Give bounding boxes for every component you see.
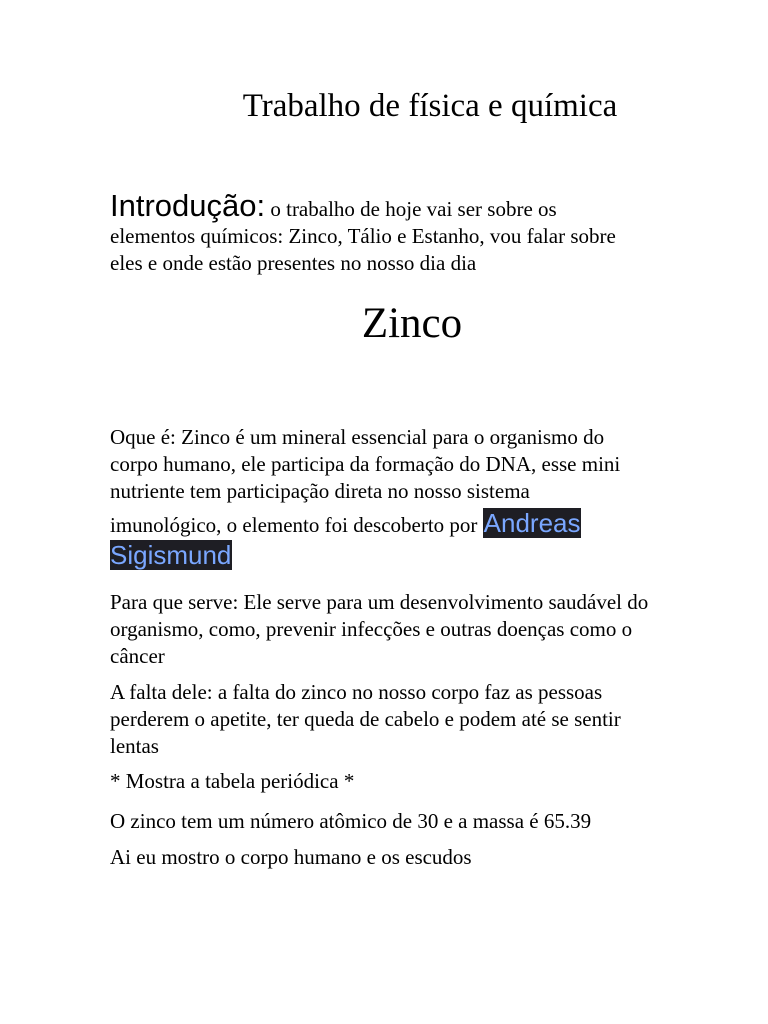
paragraph-oque-e (110, 424, 650, 571)
intro-paragraph (110, 188, 630, 277)
highlighted-discoverer-name: Andreas Sigismund (110, 508, 581, 570)
document-title: Trabalho de física e química (242, 88, 618, 124)
paragraph-corpo-humano: Ai eu mostro o corpo humano e os escudos (110, 845, 472, 869)
paragraph-a-falta-dele: A falta dele: a falta do zinco no nosso corpo faz as pessoas perderem o apetite, ter queda de cabelo e podem até se sentir lentas (110, 680, 621, 758)
intro-label: Introdução: (110, 188, 266, 223)
section-title-zinco: Zinco (361, 300, 463, 347)
intro-text: o trabalho de hoje vai ser sobre os elementos químicos: Zinco, Tálio e Estanho, vou falar sobre eles e onde estão presentes no nosso dia dia (110, 197, 616, 275)
paragraph-tabela-periodica: * Mostra a tabela periódica * (110, 769, 355, 793)
paragraph-oque-e-discovery (110, 507, 650, 571)
paragraph-oque-e-discovery-text: imunológico, o elemento foi descoberto por (110, 513, 483, 537)
paragraph-para-que-serve: Para que serve: Ele serve para um desenvolvimento saudável do organismo, como, prevenir infecções e outras doenças como o câncer (110, 590, 649, 668)
paragraph-numero-atomico: O zinco tem um número atômico de 30 e a massa é 65.39 (110, 809, 592, 833)
paragraph-oque-e-text: Oque é: Zinco é um mineral essencial para o organismo do corpo humano, ele participa da formação do DNA, esse mini nutriente tem participação direta no nosso sistema (110, 425, 621, 503)
